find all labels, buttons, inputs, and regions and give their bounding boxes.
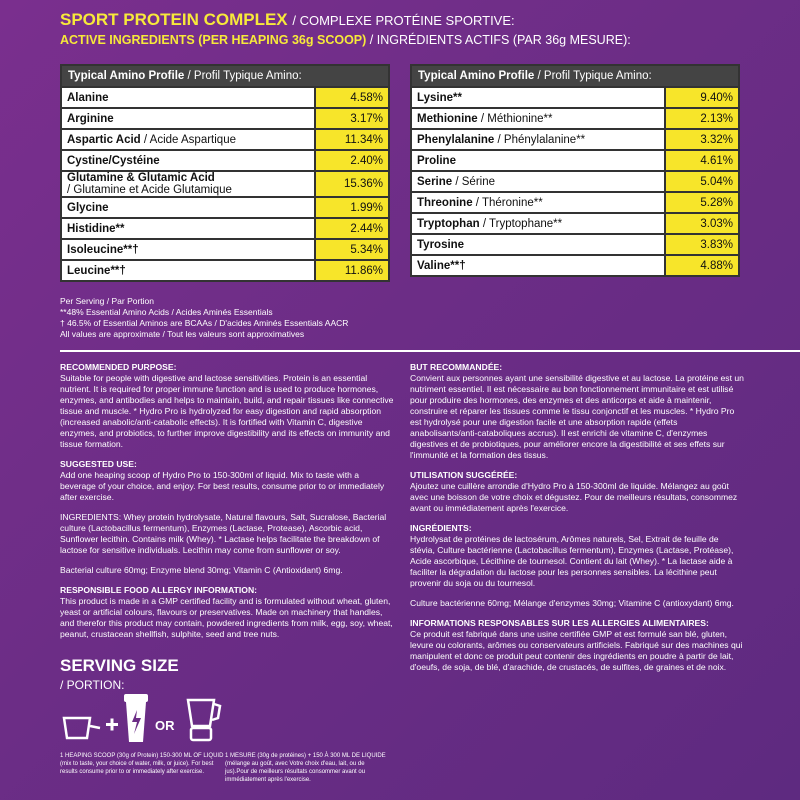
amino-row — [61, 171, 389, 197]
amino-name: Serine / Sérine — [411, 171, 665, 192]
amino-table-right — [410, 64, 740, 277]
amino-row — [411, 129, 739, 150]
footnote: **48% Essential Amino Acids / Acides Aminés Essentials — [60, 307, 273, 317]
section-text: This product is made in a GMP certified facility and is formulated without wheat, gluten, yeast or artificial colours, flavours or preservatives. Made on machinery that handles, and therefor this product may contain, powdered ingredients from milk, egg, soy, wheat, peanut, crustacean shellfish, sulphite, seed and tree nuts. — [60, 596, 393, 639]
section-heading: UTILISATION SUGGÉRÉE: — [410, 470, 518, 480]
section-heading: RECOMMENDED PURPOSE: — [60, 362, 177, 372]
amino-row — [61, 218, 389, 239]
amino-name: Leucine**† — [61, 260, 315, 281]
scoop-icon — [64, 718, 100, 738]
amino-value: 5.34% — [315, 239, 389, 260]
section-text: Ce produit est fabriqué dans une usine certifiée GMP et est formulé san blé, gluten, levure ou colorants, arômes ou conservateurs artificiels. Fabriqué sur des machines qui manipulent et donc ce produit peut contenir des ingrédients en poudre à partir de lait, d'oeufs, de soja, de blé, d'arachide, de crustacés, de sulfites, de graines et de noix. — [410, 629, 743, 672]
amino-table-header: Typical Amino Profile / Profil Typique Amino: — [61, 65, 389, 87]
amino-table-left — [60, 64, 390, 282]
amino-value: 4.88% — [665, 255, 739, 276]
amino-row — [411, 213, 739, 234]
amino-row — [61, 150, 389, 171]
amino-row — [411, 234, 739, 255]
amino-row — [411, 255, 739, 276]
amino-name: Tryptophan / Tryptophane** — [411, 213, 665, 234]
plus-icon — [106, 719, 118, 731]
section-text: Culture bactérienne 60mg; Mélange d'enzymes 30mg; Vitamine C (antioxydant) 6mg. — [410, 598, 734, 608]
text-section — [60, 459, 395, 503]
amino-value: 5.28% — [665, 192, 739, 213]
english-column — [60, 362, 395, 649]
section-text: Bacterial culture 60mg; Enzyme blend 30mg; Vitamin C (Antioxidant) 6mg. — [60, 565, 343, 575]
amino-value: 4.58% — [315, 87, 389, 108]
section-heading: BUT RECOMMANDÉE: — [410, 362, 503, 372]
serving-caption-fr: 1 MESURE (30g de protéines) + 150 À 300 ML DE LIQUIDE (mélange au goût, avec Votre choix d'eau, lait, ou de jus).Pour de meilleurs résultats consommer avant ou immédiatement après l'exercise. — [225, 753, 386, 783]
text-section — [410, 362, 745, 461]
header-title: SPORT PROTEIN COMPLEX — [60, 10, 288, 29]
amino-value: 1.99% — [315, 197, 389, 218]
amino-value: 11.86% — [315, 260, 389, 281]
shaker-icon — [124, 694, 148, 742]
amino-value: 2.13% — [665, 108, 739, 129]
section-heading: INGRÉDIENTS: — [410, 523, 472, 533]
amino-name: Methionine / Méthionine** — [411, 108, 665, 129]
amino-table-header: Typical Amino Profile / Profil Typique Amino: — [411, 65, 739, 87]
header-subtitle: ACTIVE INGREDIENTS (PER HEAPING 36g SCOOP) — [60, 32, 367, 47]
amino-name: Histidine** — [61, 218, 315, 239]
section-heading: SUGGESTED USE: — [60, 459, 137, 469]
footnotes — [60, 296, 348, 340]
amino-row — [61, 260, 389, 281]
text-section — [60, 585, 395, 640]
amino-value: 3.32% — [665, 129, 739, 150]
amino-value: 3.17% — [315, 108, 389, 129]
amino-row — [411, 87, 739, 108]
section-heading: INFORMATIONS RESPONSABLES SUR LES ALLERGIES ALIMENTAIRES: — [410, 618, 709, 628]
header-title-fr: / COMPLEXE PROTÉINE SPORTIVE: — [292, 13, 515, 28]
divider — [60, 350, 800, 352]
amino-value: 5.04% — [665, 171, 739, 192]
section-text: Convient aux personnes ayant une sensibilité digestive et au lactose. La protéine est un nutriment essentiel. Il est nécessaire au bon fonctionnement immunitaire et est utilisé pour produire des hormones, des enzymes et des anticorps et aide à maintenir, construire et réparer les tissues comme le tissu conjonctif et les muscles. * Hydro Pro est hydrolysé pour une digestion facile et une absorption rapide (effets anabolisants/anti-cataboliques accrus). Il est enrichi de vitamine C, d'enzymes digestives et de probiotiques, pour améliorer encore la digestibilité et ses effets sur l'immunité et la formation des tissus. — [410, 373, 744, 460]
amino-row — [411, 171, 739, 192]
section-text: INGREDIENTS: Whey protein hydrolysate, Natural flavours, Salt, Sucralose, Bacterial culture (Lactobacillus fermentum), Enzymes (Lactase, Protease), Ascorbic acid, Sunflower lecithin. Contains milk (Whey). * Lactase helps facilitate the breakdown of lactose for sensitive individuals. Lecithin may come from sunflower or soy. — [60, 512, 387, 555]
amino-row — [411, 150, 739, 171]
amino-row — [61, 239, 389, 260]
section-text: Suitable for people with digestive and lactose sensitivities. Protein is an essential nutrient. It is required for proper immune function and is used to produce hormones, enzymes, and antibodies and helps to maintain, build, and repair tissues like connective tissue and muscle. * Hydro Pro is hydrolyzed for easy digestion and rapid absorption (increased anabolic/anti-catabolic effects). It is fortified with Vitamin C, digestive enzymes, and probiotics, to further improve digestibility and its effects on immunity and tissue formation. — [60, 373, 394, 449]
amino-name: Proline — [411, 150, 665, 171]
amino-name: Threonine / Théronine** — [411, 192, 665, 213]
text-section — [60, 512, 395, 556]
amino-value: 2.44% — [315, 218, 389, 239]
serving-size — [60, 656, 179, 692]
text-section — [410, 598, 745, 609]
amino-value: 3.83% — [665, 234, 739, 255]
amino-row — [411, 192, 739, 213]
footnote: † 46.5% of Essential Aminos are BCAAs / D'acides Aminés Essentials AACR — [60, 318, 349, 328]
amino-name: Isoleucine**† — [61, 239, 315, 260]
amino-value: 15.36% — [315, 171, 389, 197]
amino-name: Arginine — [61, 108, 315, 129]
header — [60, 10, 631, 47]
amino-value: 3.03% — [665, 213, 739, 234]
section-text: Add one heaping scoop of Hydro Pro to 150-300ml of liquid. Mix to taste with a beverage of your choice, and enjoy. For best results, consume prior to or immediately after exercise. — [60, 470, 385, 502]
amino-name: Glycine — [61, 197, 315, 218]
amino-row — [61, 87, 389, 108]
amino-value: 4.61% — [665, 150, 739, 171]
serving-icons — [60, 690, 240, 745]
amino-row — [61, 197, 389, 218]
amino-name: Glutamine & Glutamic Acid / Glutamine et Acide Glutamique — [61, 171, 315, 197]
amino-name: Alanine — [61, 87, 315, 108]
text-section — [410, 618, 745, 673]
header-subtitle-fr: / INGRÉDIENTS ACTIFS (PAR 36g MESURE): — [369, 32, 631, 47]
serving-title: SERVING SIZE — [60, 656, 179, 675]
serving-caption-en: 1 HEAPING SCOOP (30g of Protein) 150-300 ML OF LIQUID (mix to taste, your choice of water, milk, or juice). For best results consume prior to or immediately after exercise. — [60, 753, 224, 775]
footnote: Per Serving / Par Portion — [60, 296, 155, 306]
section-text: Ajoutez une cuillère arrondie d'Hydro Pro à 150-300ml de liquide. Mélangez au goût avec une boisson de votre choix et dégustez. Pour de meilleurs résultats, consommez avant ou immédiatement après l'exercice. — [410, 481, 738, 513]
text-section — [60, 565, 395, 576]
text-section — [410, 470, 745, 514]
footnote: All values are approximate / Tout les valeurs sont approximatives — [60, 329, 305, 339]
or-label: OR — [155, 718, 175, 733]
amino-row — [61, 108, 389, 129]
french-column — [410, 362, 745, 682]
amino-name: Lysine** — [411, 87, 665, 108]
blender-icon — [188, 700, 220, 740]
amino-row — [411, 108, 739, 129]
amino-name: Valine**† — [411, 255, 665, 276]
amino-name: Tyrosine — [411, 234, 665, 255]
amino-row — [61, 129, 389, 150]
amino-name: Aspartic Acid / Acide Aspartique — [61, 129, 315, 150]
amino-name: Cystine/Cystéine — [61, 150, 315, 171]
amino-name: Phenylalanine / Phénylalanine** — [411, 129, 665, 150]
serving-subtitle: / PORTION: — [60, 678, 125, 692]
section-heading: RESPONSIBLE FOOD ALLERGY INFORMATION: — [60, 585, 258, 595]
text-section — [60, 362, 395, 450]
amino-value: 9.40% — [665, 87, 739, 108]
amino-value: 2.40% — [315, 150, 389, 171]
text-section — [410, 523, 745, 589]
amino-value: 11.34% — [315, 129, 389, 150]
section-text: Hydrolysat de protéines de lactosérum, Arômes naturels, Sel, Extrait de feuille de stévia, Culture bactérienne (Lactobacillus fermentum), Enzymes (Lactase, Protéase), Acide ascorbique, Lécithine de tournesol. Contient du lait (Whey). * La lactase aide à faciliter la dégradation du lactose pour les personnes sensibles. La lécithine peut provenir du soja ou du tournesol. — [410, 534, 734, 588]
